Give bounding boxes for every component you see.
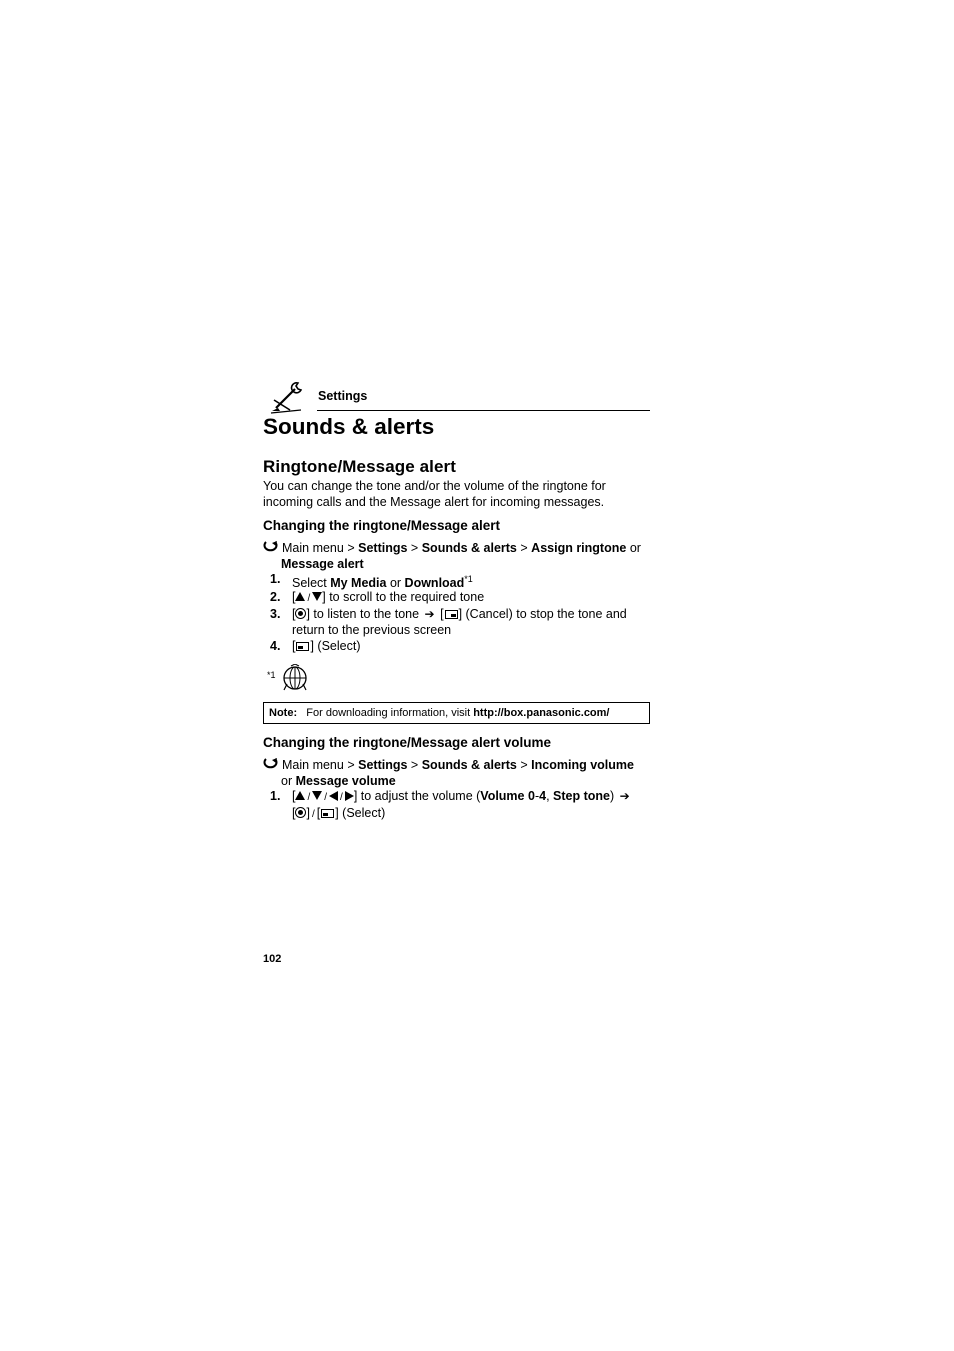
left-key-icon [329, 791, 338, 801]
path-settings: Settings [358, 758, 408, 772]
note-url[interactable]: http://box.panasonic.com/ [473, 707, 610, 719]
wrench-screwdriver-icon [268, 380, 304, 416]
note-label: Note: [269, 707, 298, 719]
path-message-volume: Message volume [295, 773, 396, 788]
page-number: 102 [263, 953, 282, 965]
subsection-title: Ringtone/Message alert [263, 457, 457, 476]
path-sounds-alerts: Sounds & alerts [421, 758, 517, 772]
down-key-icon [312, 791, 322, 800]
up-key-icon [295, 791, 305, 800]
intro-text: You can change the tone and/or the volume of the ringtone for incoming calls and the Message alert for incoming messages. [263, 479, 606, 509]
path-sounds-alerts: Sounds & alerts [421, 541, 517, 555]
page-title: Sounds & alerts [263, 414, 435, 439]
menu-path-a: Main menu > Settings > Sounds & alerts > Assign ringtone or Message alert [263, 540, 663, 572]
right-arrow-icon: ➔ [424, 607, 435, 621]
right-arrow-icon: ➔ [619, 789, 630, 803]
right-soft-key-icon [445, 610, 458, 619]
path-message-alert: Message alert [281, 556, 364, 571]
curved-arrow-icon [263, 757, 279, 771]
footnote-mark: *1 [267, 670, 276, 680]
section-b-heading: Changing the ringtone/Message alert volume [263, 735, 552, 750]
path-assign-ringtone: Assign ringtone [531, 541, 627, 555]
center-key-icon [295, 807, 306, 818]
web-globe-icon [281, 664, 309, 692]
path-settings: Settings [358, 541, 408, 555]
left-soft-key-icon [296, 642, 309, 651]
path-incoming-volume: Incoming volume [531, 758, 634, 772]
section-a-heading: Changing the ringtone/Message alert [263, 518, 501, 533]
curved-arrow-icon [263, 540, 279, 554]
my-media-label: My Media [330, 576, 387, 590]
section-label: Settings [318, 389, 368, 403]
up-key-icon [295, 592, 305, 601]
down-key-icon [312, 592, 322, 601]
header-rule [317, 410, 650, 411]
note-text: For downloading information, visit [306, 707, 474, 719]
note-box [263, 702, 650, 724]
path-main-menu: Main menu [282, 541, 344, 555]
right-key-icon [345, 791, 354, 801]
footnote-ref: *1 [464, 574, 473, 584]
center-key-icon [295, 608, 306, 619]
left-soft-key-icon [321, 809, 334, 818]
menu-path-b: Main menu > Settings > Sounds & alerts > Incoming volume or Message volume [263, 757, 663, 789]
download-label: Download [404, 576, 465, 590]
